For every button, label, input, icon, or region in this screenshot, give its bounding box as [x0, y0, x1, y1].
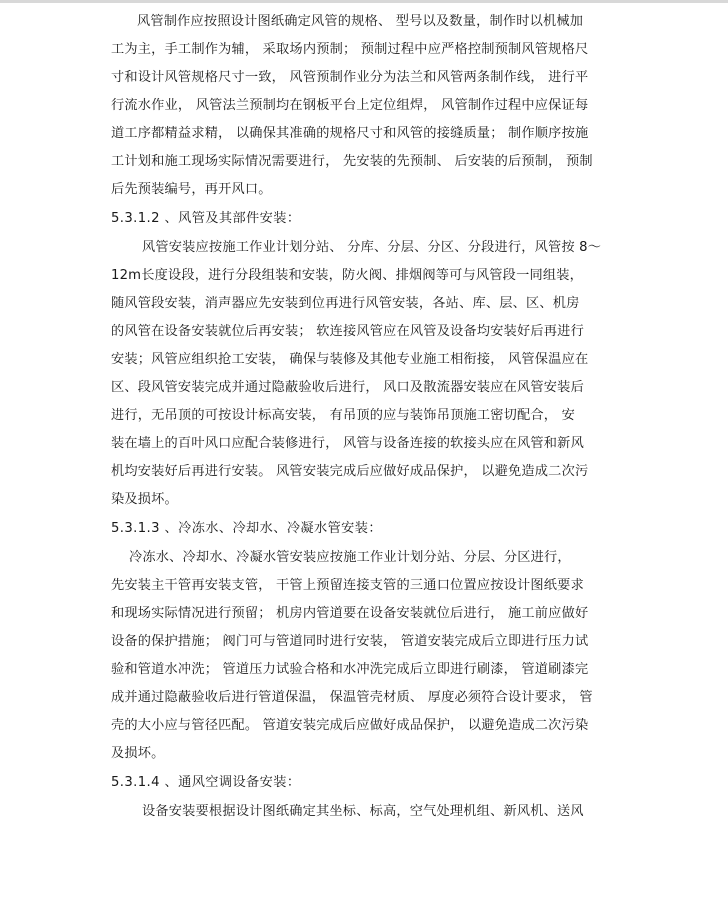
section-heading-5-3-1-2: 5.3.1.2 、风管及其部件安装： [111, 211, 301, 226]
text-line: 安装；风管应组织抢工安装， 确保与装修及其他专业施工相衔接， 风管保温应在 [111, 352, 589, 367]
text-line: 后先预装编号，再开风口。 [111, 182, 272, 197]
text-line: 道工序都精益求精， 以确保其准确的规格尺寸和风管的接缝质量； 制作顺序按施 [111, 126, 589, 141]
section-heading-5-3-1-3: 5.3.1.3 、冷冻水、冷却水、冷凝水管安装： [111, 521, 382, 536]
section-heading-5-3-1-4: 5.3.1.4 、通风空调设备安装： [111, 775, 301, 790]
text-line: 区、段风管安装完成并通过隐蔽验收后进行， 风口及散流器安装应在风管安装后 [111, 380, 584, 395]
text-line: 和现场实际情况进行预留； 机房内管道要在设备安装就位后进行， 施工前应做好 [111, 606, 589, 621]
text-line: 染及损坏。 [111, 492, 178, 507]
text-line: 工为主，手工制作为辅， 采取场内预制； 预制过程中应严格控制预制风管规格尺 [111, 42, 589, 57]
text-line: 的风管在设备安装就位后再安装； 软连接风管应在风管及设备均安装好后再进行 [111, 324, 584, 339]
text-line: 随风管段安装，消声器应先安装到位再进行风管安装，各站、库、层、区、机房 [111, 296, 580, 311]
text-line: 行流水作业， 风管法兰预制均在钢板平台上定位组焊， 风管制作过程中应保证每 [111, 98, 589, 113]
text-line: 壳的大小应与管径匹配。 管道安装完成后应做好成品保护， 以避免造成二次污染 [111, 718, 589, 733]
text-line: 设备安装要根据设计图纸确定其坐标、标高，空气处理机组、新风机、送风 [142, 804, 584, 819]
text-line: 进行，无吊顶的可按设计标高安装， 有吊顶的应与装饰吊顶施工密切配合， 安 [111, 408, 575, 423]
text-line: 及损坏。 [111, 746, 165, 761]
text-line: 12m长度设段，进行分段组装和安装，防火阀、排烟阀等可与风管段一同组装， [111, 268, 584, 283]
text-line: 验和管道水冲洗； 管道压力试验合格和水冲洗完成后立即进行刷漆， 管道刷漆完 [111, 662, 589, 677]
text-line: 寸和设计风管规格尺寸一致， 风管预制作业分为法兰和风管两条制作线， 进行平 [111, 70, 589, 85]
text-line: 成并通过隐蔽验收后进行管道保温， 保温管壳材质、 厚度必须符合设计要求， 管 [111, 690, 593, 705]
text-line: 设备的保护措施； 阀门可与管道同时进行安装， 管道安装完成后立即进行压力试 [111, 634, 589, 649]
text-line: 装在墙上的百叶风口应配合装修进行， 风管与设备连接的软接头应在风管和新风 [111, 436, 584, 451]
text-line: 风管安装应按施工作业计划分站、 分库、分层、分区、分段进行，风管按 8～ [142, 240, 602, 255]
text-line: 风管制作应按照设计图纸确定风管的规格、 型号以及数量，制作时以机械加 [137, 14, 584, 29]
text-line: 冷冻水、冷却水、冷凝水管安装应按施工作业计划分站、分层、分区进行， [129, 550, 571, 565]
text-line: 先安装主干管再安装支管， 干管上预留连接支管的三通口位置应按设计图纸要求 [111, 578, 584, 593]
text-line: 工计划和施工现场实际情况需要进行， 先安装的先预制、 后安装的后预制， 预制 [111, 154, 593, 169]
text-line: 机均安装好后再进行安装。 风管安装完成后应做好成品保护， 以避免造成二次污 [111, 464, 589, 479]
